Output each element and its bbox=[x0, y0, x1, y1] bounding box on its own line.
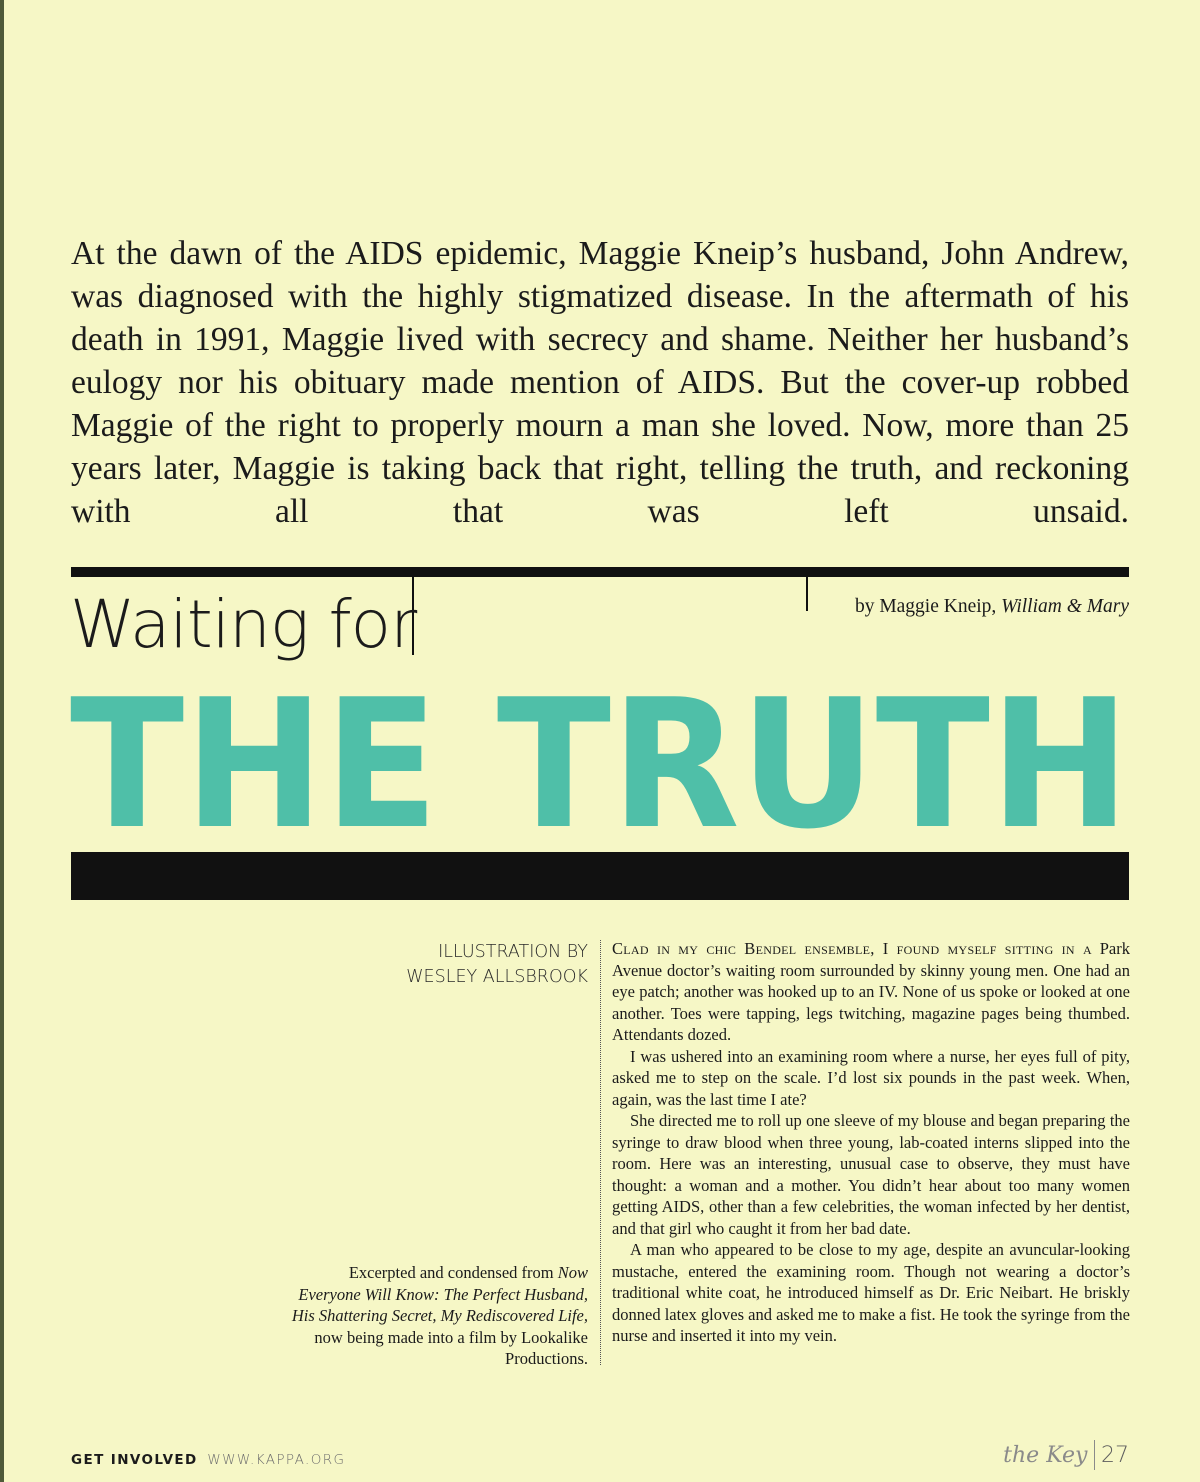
excerpt-post: now being made into a film by Lookalike Productions. bbox=[314, 1327, 588, 1368]
body-paragraph: I was ushered into an examining room where a nurse, her eyes full of pity, asked me to step on the scale. I’d lost six pounds in the past week. When, again, was the last time I ate? bbox=[612, 1046, 1130, 1109]
column-divider bbox=[600, 940, 601, 1365]
footer-url-link[interactable]: WWW.KAPPA.ORG bbox=[207, 1452, 346, 1468]
page-edge-strip bbox=[0, 0, 4, 1482]
intro-deck: At the dawn of the AIDS epidemic, Maggie Kneip’s husband, John Andrew, was diagnosed with the highly stigmatized disease. In the aftermath of his death in 1991, Maggie lived with secrecy and shame. Neither her husband’s eulogy nor his obituary made mention of AIDS. But the cover-up robbed Maggie of the right to properly mourn a man she loved. Now, more than 25 years later, Maggie is taking back that right, telling the truth, and reckoning with all that was left unsaid. bbox=[71, 235, 1129, 530]
byline-tick-mark bbox=[806, 577, 808, 611]
title-headline bbox=[70, 664, 1130, 844]
title-kicker: Waiting for bbox=[70, 586, 417, 663]
illustration-credit-artist: WESLEY ALLSBROOK bbox=[406, 967, 588, 987]
footer-folio bbox=[1003, 1440, 1129, 1470]
footer-get-involved bbox=[71, 1452, 345, 1468]
folio-divider bbox=[1094, 1440, 1096, 1470]
body-paragraph bbox=[612, 938, 1130, 1046]
body-paragraph-text: Park Avenue doctor’s waiting room surrounded by skinny young men. One had an eye patch; another was hooked up to an IV. None of us spoke or looked at one another. Toes were tapping, legs twitching, magazine pages being thumbed. Attendants dozed. bbox=[612, 939, 1130, 1044]
body-lead-in: Clad in my chic Bendel ensemble, I found myself sitting in a bbox=[612, 939, 1092, 958]
title-bar bbox=[71, 852, 1129, 900]
excerpt-pre: Excerpted and condensed from bbox=[348, 1263, 558, 1282]
page-number: 27 bbox=[1101, 1442, 1129, 1468]
byline bbox=[855, 596, 1129, 618]
excerpt-note bbox=[288, 1262, 588, 1370]
byline-school: William & Mary bbox=[1001, 596, 1129, 617]
article-body bbox=[612, 938, 1130, 1347]
body-paragraph: She directed me to roll up one sleeve of my blouse and began preparing the syringe to draw blood when three young, lab-coated interns slipped into the room. Here was an interesting, unusual case to observe, they must have thought: a woman and a mother. You didn’t hear about too many women getting AIDS, other than a few celebrities, the woman infected by her dentist, and that girl who caught it from her bad date. bbox=[612, 1111, 1130, 1238]
excerpt-book-title: Now Everyone Will Know: The Perfect Husband, His Shattering Secret, My Rediscovered Life, bbox=[291, 1263, 588, 1325]
top-rule bbox=[71, 567, 1129, 577]
the-key-logo: the Key bbox=[1003, 1442, 1088, 1468]
footer-cta: GET INVOLVED bbox=[71, 1452, 198, 1468]
illustration-credit-label: ILLUSTRATION BY bbox=[438, 942, 588, 962]
body-paragraph: A man who appeared to be close to my age, despite an avuncular-looking mustache, entered the examining room. Though not wearing a doctor’s traditional white coat, he introduced himself as Dr. Eric Neibart. He briskly donned latex gloves and asked me to make a fist. He took the syringe from the nurse and inserted it into my vein. bbox=[612, 1240, 1130, 1345]
title-headline-text: THE TRUTH bbox=[70, 664, 1130, 844]
byline-author: by Maggie Kneip, bbox=[854, 596, 1002, 617]
illustration-credit bbox=[406, 940, 588, 990]
